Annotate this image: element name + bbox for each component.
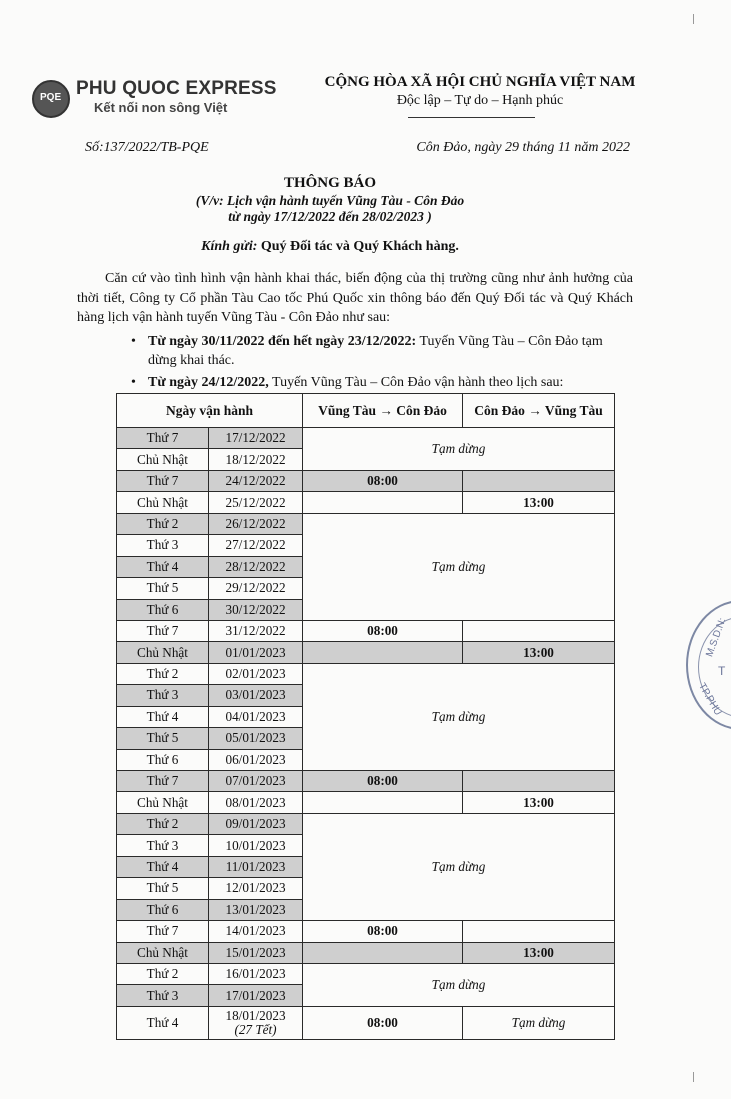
- company-tagline: Kết nối non sông Việt: [94, 100, 228, 115]
- return-time: 13:00: [463, 642, 615, 663]
- row-date: 18/12/2022: [209, 449, 303, 470]
- row-date: 05/01/2023: [209, 728, 303, 749]
- bullet-resume: [131, 373, 633, 392]
- row-date: 06/01/2023: [209, 749, 303, 770]
- row-day: Thứ 7: [117, 428, 209, 449]
- return-paused: Tạm dừng: [463, 1006, 615, 1039]
- company-stamp: [686, 600, 731, 730]
- outbound-empty: [303, 642, 463, 663]
- page-edge-mark: [693, 1072, 694, 1082]
- row-day: Thứ 7: [117, 771, 209, 792]
- row-day: Chủ Nhật: [117, 492, 209, 513]
- header-return: Côn Đảo → Vũng Tàu: [463, 394, 615, 428]
- table-row: [117, 942, 615, 963]
- outbound-time: 08:00: [303, 771, 463, 792]
- row-date: 10/01/2023: [209, 835, 303, 856]
- table-row: [117, 642, 615, 663]
- row-day: Thứ 3: [117, 835, 209, 856]
- outbound-time: 08:00: [303, 921, 463, 942]
- bullet-icon: •: [131, 334, 136, 349]
- row-date: 04/01/2023: [209, 706, 303, 727]
- outbound-empty: [303, 942, 463, 963]
- row-day: Chủ Nhật: [117, 449, 209, 470]
- row-date: 29/12/2022: [209, 578, 303, 599]
- greeting-label: Kính gửi:: [201, 239, 258, 254]
- row-date: 03/01/2023: [209, 685, 303, 706]
- row-day: Chủ Nhật: [117, 792, 209, 813]
- page-edge-mark: [693, 14, 694, 24]
- row-date-cell: [209, 1006, 303, 1039]
- logo-emblem: PQE: [32, 80, 70, 118]
- row-day: Thứ 2: [117, 963, 209, 984]
- row-date: 12/01/2023: [209, 878, 303, 899]
- bullet-suspension: [131, 332, 633, 370]
- table-row: [117, 813, 615, 834]
- row-day: Thứ 3: [117, 685, 209, 706]
- return-empty: [463, 771, 615, 792]
- paused-cell: Tạm dừng: [303, 428, 615, 471]
- row-date: 26/12/2022: [209, 513, 303, 534]
- notice-title: THÔNG BÁO: [283, 175, 377, 191]
- table-row: [117, 792, 615, 813]
- row-day: Thứ 4: [117, 556, 209, 577]
- bullet2-bold: Từ ngày 24/12/2022,: [148, 375, 269, 390]
- table-row: [117, 771, 615, 792]
- document-number: Số:137/2022/TB-PQE: [85, 140, 209, 155]
- paused-cell: Tạm dừng: [303, 513, 615, 620]
- return-empty: [463, 470, 615, 491]
- bullet1-bold: Từ ngày 30/11/2022 đến hết ngày 23/12/2022:: [148, 334, 417, 349]
- place-date: Côn Đảo, ngày 29 tháng 11 năm 2022: [416, 140, 630, 155]
- row-day: Chủ Nhật: [117, 942, 209, 963]
- intro-paragraph: Căn cứ vào tình hình vận hành khai thác, biến động của thị trường cũng như ảnh hưởng của thời tiết, Công ty Cổ phần Tàu Cao tốc Phú Quốc xin thông báo đến Quý Đối tác và Quý Khách hàng lịch vận hành tuyến Vũng Tàu - Côn Đảo như sau:: [77, 271, 633, 325]
- row-day: Thứ 4: [117, 706, 209, 727]
- company-logo: [32, 76, 277, 120]
- row-day: Thứ 4: [117, 856, 209, 877]
- row-day: Thứ 5: [117, 878, 209, 899]
- row-date: 30/12/2022: [209, 599, 303, 620]
- table-row: [117, 470, 615, 491]
- outbound-empty: [303, 492, 463, 513]
- row-date: 31/12/2022: [209, 620, 303, 641]
- row-day: Thứ 2: [117, 513, 209, 534]
- outbound-time: 08:00: [303, 470, 463, 491]
- schedule-table: [116, 393, 615, 1040]
- paused-cell: Tạm dừng: [303, 663, 615, 770]
- greeting: [150, 239, 510, 255]
- row-date-note: (27 Tết): [234, 1021, 277, 1037]
- row-date: 02/01/2023: [209, 663, 303, 684]
- notice-subject-line1: (V/v: Lịch vận hành tuyến Vũng Tàu - Côn Đảo: [195, 193, 465, 208]
- company-name: PHU QUOC EXPRESS: [76, 78, 277, 99]
- row-day: Thứ 7: [117, 470, 209, 491]
- row-day: Thứ 3: [117, 985, 209, 1006]
- row-date: 01/01/2023: [209, 642, 303, 663]
- header-outbound: Vũng Tàu → Côn Đảo: [303, 394, 463, 428]
- row-day: Thứ 6: [117, 749, 209, 770]
- table-row: [117, 921, 615, 942]
- row-date: 18/01/2023: [225, 1007, 286, 1023]
- row-date: 25/12/2022: [209, 492, 303, 513]
- table-row: [117, 428, 615, 449]
- table-row: [117, 513, 615, 534]
- row-date: 15/01/2023: [209, 942, 303, 963]
- return-empty: [463, 620, 615, 641]
- table-row: [117, 620, 615, 641]
- row-day: Thứ 5: [117, 578, 209, 599]
- row-day: Chủ Nhật: [117, 642, 209, 663]
- greeting-recipient: Quý Đối tác và Quý Khách hàng.: [260, 239, 459, 254]
- stamp-text: T: [718, 664, 726, 678]
- row-day: Thứ 3: [117, 535, 209, 556]
- table-row: [117, 663, 615, 684]
- bullet-icon: •: [131, 375, 136, 390]
- row-day: Thứ 6: [117, 599, 209, 620]
- national-motto: Độc lập – Tự do – Hạnh phúc: [396, 93, 564, 108]
- motto-underline: [408, 117, 535, 118]
- row-date: 07/01/2023: [209, 771, 303, 792]
- row-day: Thứ 7: [117, 921, 209, 942]
- row-date: 17/12/2022: [209, 428, 303, 449]
- row-day: Thứ 5: [117, 728, 209, 749]
- return-time: 13:00: [463, 492, 615, 513]
- table-row: [117, 963, 615, 984]
- outbound-time: 08:00: [303, 1006, 463, 1039]
- header-date: Ngày vận hành: [117, 394, 303, 428]
- stamp-text: TP.PHU: [696, 681, 724, 718]
- table-header-row: [117, 394, 615, 428]
- row-day: Thứ 2: [117, 813, 209, 834]
- row-date: 11/01/2023: [209, 856, 303, 877]
- outbound-time: 08:00: [303, 620, 463, 641]
- row-date: 24/12/2022: [209, 470, 303, 491]
- paused-cell: Tạm dừng: [303, 813, 615, 920]
- notice-subject-line2: từ ngày 17/12/2022 đến 28/02/2023 ): [228, 209, 432, 224]
- bullet1-text: Tuyến Vũng Tàu – Côn Đảo tạm dừng khai thác.: [148, 334, 603, 368]
- stamp-text: M.S.D.N:: [704, 616, 729, 659]
- row-date: 09/01/2023: [209, 813, 303, 834]
- row-date: 16/01/2023: [209, 963, 303, 984]
- bullet2-text: Tuyến Vũng Tàu – Côn Đảo vận hành theo lịch sau:: [268, 375, 564, 390]
- row-date: 14/01/2023: [209, 921, 303, 942]
- return-time: 13:00: [463, 792, 615, 813]
- row-date: 08/01/2023: [209, 792, 303, 813]
- row-day: Thứ 7: [117, 620, 209, 641]
- row-date: 13/01/2023: [209, 899, 303, 920]
- outbound-empty: [303, 792, 463, 813]
- row-day: Thứ 4: [117, 1006, 209, 1039]
- row-date: 28/12/2022: [209, 556, 303, 577]
- row-date: 17/01/2023: [209, 985, 303, 1006]
- table-row: [117, 1006, 615, 1039]
- return-empty: [463, 921, 615, 942]
- paused-cell: Tạm dừng: [303, 963, 615, 1006]
- row-day: Thứ 2: [117, 663, 209, 684]
- nation-title: CỘNG HÒA XÃ HỘI CHỦ NGHĨA VIỆT NAM: [324, 74, 636, 90]
- row-date: 27/12/2022: [209, 535, 303, 556]
- table-row: [117, 492, 615, 513]
- row-day: Thứ 6: [117, 899, 209, 920]
- return-time: 13:00: [463, 942, 615, 963]
